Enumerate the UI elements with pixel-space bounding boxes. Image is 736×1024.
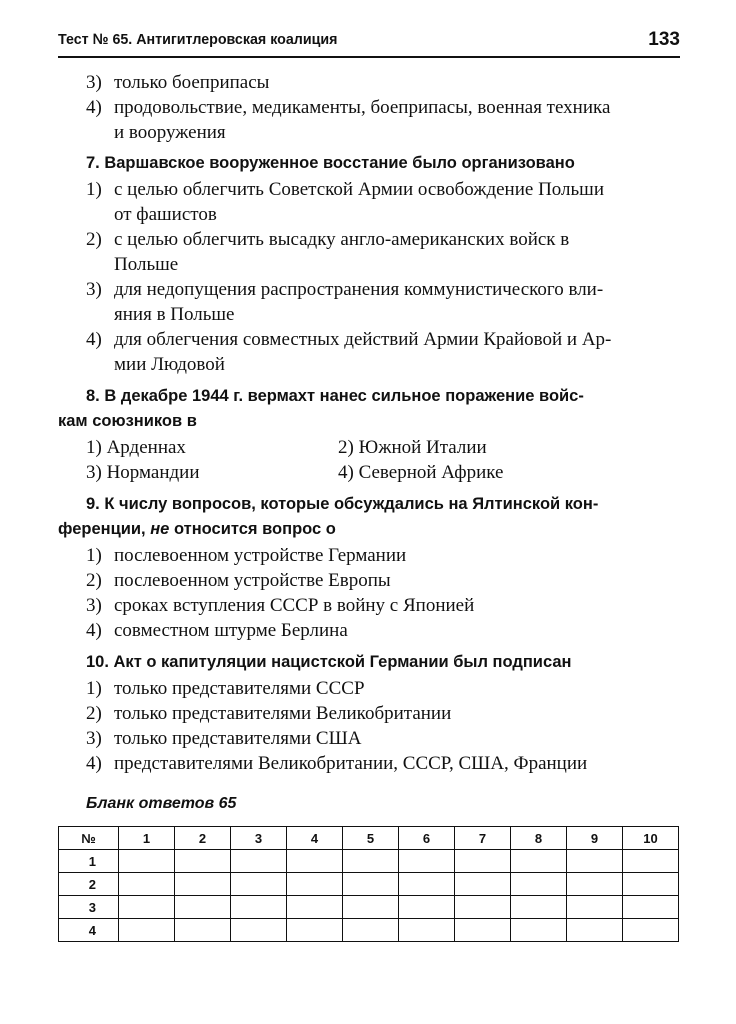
option-text: послевоенном устройстве Европы (114, 570, 391, 591)
option-text: только боеприпасы (114, 72, 270, 93)
option-text: для облегчения совместных действий Армии Крайовой и Ар- (114, 329, 612, 350)
answer-table-row (59, 850, 679, 873)
answer-row-header: 1 (59, 850, 119, 873)
answer-column-header: 7 (455, 827, 511, 850)
q7-option-3-continued: яния в Польше (114, 304, 235, 325)
answer-cell[interactable] (623, 873, 679, 896)
answer-cell[interactable] (623, 896, 679, 919)
answer-column-header: 8 (511, 827, 567, 850)
answer-column-header: 5 (343, 827, 399, 850)
option-number: 2) (86, 703, 102, 724)
answer-cell[interactable] (287, 873, 343, 896)
answer-column-header: 3 (231, 827, 287, 850)
answer-cell[interactable] (343, 896, 399, 919)
question-8-line-2: кам союзников в (58, 412, 197, 430)
answer-cell[interactable] (455, 873, 511, 896)
answer-table-row (59, 896, 679, 919)
answer-cell[interactable] (287, 850, 343, 873)
option-text: для недопущения распространения коммунистического вли- (114, 279, 604, 300)
answer-cell[interactable] (119, 873, 175, 896)
option-text: только представителями США (114, 728, 362, 749)
answer-column-header: 4 (287, 827, 343, 850)
answer-cell[interactable] (175, 850, 231, 873)
q7-option-4-continued: мии Людовой (114, 354, 225, 375)
answer-cell[interactable] (343, 850, 399, 873)
q8-option-4: 4) Северной Африке (338, 462, 504, 483)
answer-cell[interactable] (119, 919, 175, 942)
option-number: 3) (86, 728, 102, 749)
answer-cell[interactable] (567, 873, 623, 896)
question-9-line-1: 9. К числу вопросов, которые обсуждались на Ялтинской кон- (86, 495, 599, 513)
page-header (58, 30, 680, 58)
answer-cell[interactable] (567, 896, 623, 919)
option-text: продовольствие, медикаменты, боеприпасы, военная техника (114, 97, 611, 118)
q8-option-1: 1) Арденнах (86, 437, 186, 458)
question-7: 7. Варшавское вооруженное восстание было организовано (86, 154, 575, 172)
answer-cell[interactable] (231, 873, 287, 896)
answer-cell[interactable] (343, 919, 399, 942)
answer-cell[interactable] (567, 850, 623, 873)
answer-row-header: 2 (59, 873, 119, 896)
answer-table-row (59, 873, 679, 896)
answer-column-header: 10 (623, 827, 679, 850)
option-number: 3) (86, 279, 102, 300)
option-number: 1) (86, 179, 102, 200)
answer-cell[interactable] (175, 919, 231, 942)
option-number: 2) (86, 570, 102, 591)
answer-cell[interactable] (399, 850, 455, 873)
answer-cell[interactable] (455, 850, 511, 873)
header-title: Тест № 65. Антигитлеровская коалиция (58, 31, 338, 48)
option-text: представителями Великобритании, СССР, США, Франции (114, 753, 588, 774)
option-number: 2) (86, 229, 102, 250)
option-number: 1) (86, 545, 102, 566)
answer-cell[interactable] (119, 896, 175, 919)
q7-option-2-continued: Польше (114, 254, 179, 275)
answer-cell[interactable] (567, 919, 623, 942)
q8-option-3: 3) Нормандии (86, 462, 200, 483)
option-text: с целью облегчить Советской Армии освобождение Польши (114, 179, 604, 200)
q8-option-2: 2) Южной Италии (338, 437, 487, 458)
question-8-line-1: 8. В декабре 1944 г. вермахт нанес сильное поражение войс- (86, 387, 584, 405)
answer-column-header: 6 (399, 827, 455, 850)
answer-cell[interactable] (511, 873, 567, 896)
answer-cell[interactable] (511, 919, 567, 942)
answer-column-header: 2 (175, 827, 231, 850)
answer-cell[interactable] (343, 873, 399, 896)
option-number: 3) (86, 595, 102, 616)
option-number: 1) (86, 678, 102, 699)
option-text: совместном штурме Берлина (114, 620, 348, 641)
answer-table-header-row (59, 827, 679, 850)
q9-emphasis: не (150, 520, 170, 538)
answer-row-header: 4 (59, 919, 119, 942)
answer-cell[interactable] (623, 850, 679, 873)
answer-table-row (59, 919, 679, 942)
option-text: только представителями Великобритании (114, 703, 452, 724)
answer-cell[interactable] (511, 896, 567, 919)
q6-option-4-continued: и вооружения (114, 122, 226, 143)
option-number: 4) (86, 329, 102, 350)
answer-cell[interactable] (175, 896, 231, 919)
answer-cell[interactable] (231, 850, 287, 873)
option-text: с целью облегчить высадку англо-американских войск в (114, 229, 570, 250)
question-10: 10. Акт о капитуляции нацистской Германии был подписан (86, 653, 572, 671)
option-number: 4) (86, 97, 102, 118)
answer-column-header: 1 (119, 827, 175, 850)
option-number: 3) (86, 72, 102, 93)
answer-cell[interactable] (231, 896, 287, 919)
answer-cell[interactable] (287, 896, 343, 919)
option-text: только представителями СССР (114, 678, 365, 699)
answer-cell[interactable] (623, 919, 679, 942)
q9-text-part: ференции, (58, 520, 151, 538)
q9-text-part: относится вопрос о (169, 520, 336, 538)
answer-column-header: 9 (567, 827, 623, 850)
answer-cell[interactable] (511, 850, 567, 873)
question-9-line-2 (58, 517, 336, 542)
page-number: 133 (648, 29, 680, 50)
answer-cell[interactable] (231, 919, 287, 942)
answer-cell[interactable] (455, 919, 511, 942)
answer-cell[interactable] (399, 896, 455, 919)
option-number: 4) (86, 620, 102, 641)
answer-cell[interactable] (119, 850, 175, 873)
option-number: 4) (86, 753, 102, 774)
option-text: послевоенном устройстве Германии (114, 545, 407, 566)
answer-row-header: 3 (59, 896, 119, 919)
q7-option-1-continued: от фашистов (114, 204, 217, 225)
answer-sheet-table (58, 826, 679, 942)
answer-cell[interactable] (455, 896, 511, 919)
answer-table-corner: № (59, 827, 119, 850)
answer-sheet-title: Бланк ответов 65 (86, 795, 237, 812)
answer-cell[interactable] (399, 919, 455, 942)
answer-cell[interactable] (175, 873, 231, 896)
option-text: сроках вступления СССР в войну с Японией (114, 595, 475, 616)
answer-cell[interactable] (287, 919, 343, 942)
answer-cell[interactable] (399, 873, 455, 896)
